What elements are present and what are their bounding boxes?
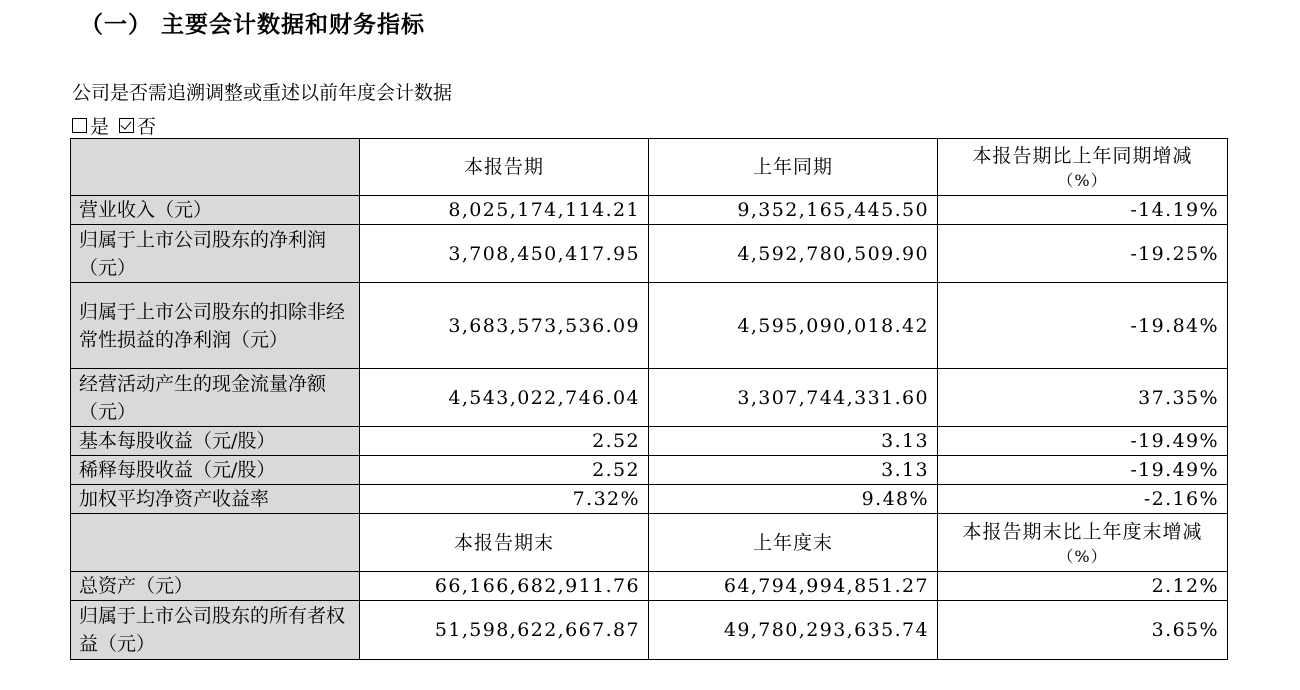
table-row [71, 427, 1228, 456]
no-option-label: 否 [137, 116, 157, 138]
table-row [71, 283, 1228, 369]
header-current-period: 本报告期 [360, 139, 649, 196]
prior-value: 3.13 [649, 427, 938, 456]
current-value: 51,598,622,667.87 [360, 601, 649, 660]
current-value: 2.52 [360, 427, 649, 456]
header-prior-year-end: 上年度末 [649, 514, 938, 572]
change-value: -19.49% [938, 456, 1228, 485]
header-row-end [71, 514, 1228, 572]
prior-value: 3.13 [649, 456, 938, 485]
header-end-change [938, 514, 1228, 572]
yes-checkbox[interactable] [72, 118, 87, 133]
row-label: 总资产（元） [71, 572, 360, 601]
table-row [71, 456, 1228, 485]
header-period-change-title: 本报告期比上年同期增减 [972, 145, 1193, 167]
row-label: 经营活动产生的现金流量净额（元） [71, 369, 360, 427]
table-row [71, 369, 1228, 427]
prior-value: 9.48% [649, 485, 938, 514]
prior-value: 9,352,165,445.50 [649, 196, 938, 225]
current-value: 8,025,174,114.21 [360, 196, 649, 225]
change-value: 2.12% [938, 572, 1228, 601]
row-label: 基本每股收益（元/股） [71, 427, 360, 456]
header-period-change [938, 139, 1228, 196]
yes-option-label: 是 [90, 116, 110, 138]
change-value: -19.84% [938, 283, 1228, 369]
change-value: 3.65% [938, 601, 1228, 660]
header-blank-cell [71, 139, 360, 196]
change-value: 37.35% [938, 369, 1228, 427]
change-value: -19.25% [938, 225, 1228, 283]
header-end-change-unit: （%） [1057, 546, 1108, 566]
current-value: 2.52 [360, 456, 649, 485]
header-prior-period: 上年同期 [649, 139, 938, 196]
prior-value: 4,595,090,018.42 [649, 283, 938, 369]
no-checkbox[interactable] [119, 118, 134, 133]
restatement-options [72, 112, 166, 139]
row-label: 归属于上市公司股东的所有者权益（元） [71, 601, 360, 660]
change-value: -2.16% [938, 485, 1228, 514]
current-value: 4,543,022,746.04 [360, 369, 649, 427]
prior-value: 4,592,780,509.90 [649, 225, 938, 283]
table-row [71, 196, 1228, 225]
financial-data-table [70, 138, 1228, 660]
current-value: 66,166,682,911.76 [360, 572, 649, 601]
row-label: 归属于上市公司股东的净利润（元） [71, 225, 360, 283]
table-row [71, 225, 1228, 283]
table-row [71, 572, 1228, 601]
header-blank-cell [71, 514, 360, 572]
current-value: 3,683,573,536.09 [360, 283, 649, 369]
change-value: -14.19% [938, 196, 1228, 225]
table-row [71, 601, 1228, 660]
row-label: 稀释每股收益（元/股） [71, 456, 360, 485]
header-current-period-end: 本报告期末 [360, 514, 649, 572]
prior-value: 49,780,293,635.74 [649, 601, 938, 660]
current-value: 3,708,450,417.95 [360, 225, 649, 283]
row-label: 营业收入（元） [71, 196, 360, 225]
current-value: 7.32% [360, 485, 649, 514]
header-row-period [71, 139, 1228, 196]
prior-value: 64,794,994,851.27 [649, 572, 938, 601]
section-title: （一） 主要会计数据和财务指标 [80, 12, 426, 38]
change-value: -19.49% [938, 427, 1228, 456]
table-row [71, 485, 1228, 514]
row-label: 归属于上市公司股东的扣除非经常性损益的净利润（元） [71, 283, 360, 369]
header-period-change-unit: （%） [1057, 171, 1108, 190]
header-end-change-title: 本报告期末比上年度末增减 [962, 520, 1203, 543]
restatement-question: 公司是否需追溯调整或重述以前年度会计数据 [72, 82, 453, 104]
prior-value: 3,307,744,331.60 [649, 369, 938, 427]
row-label: 加权平均净资产收益率 [71, 485, 360, 514]
